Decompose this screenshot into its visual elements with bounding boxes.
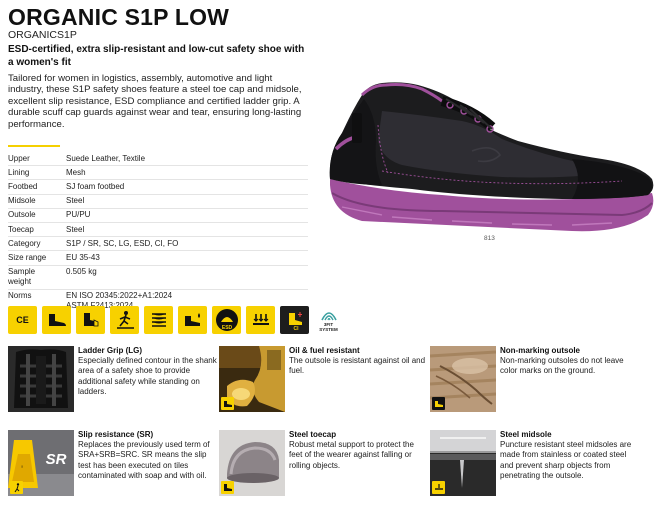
esd-label: ESD [221,325,232,331]
esd-icon [212,306,241,334]
image-caption: 813 [484,235,495,242]
spec-table [8,152,308,313]
norm-eu: EN ISO 20345:2022+A1:2024 [66,291,173,301]
boot-height-icon [42,306,71,334]
spec-value: 0.505 kg [66,265,308,289]
spec-label: Upper [8,152,66,166]
spec-label: Sample weight [8,265,66,289]
product-description: Tailored for women in logistics, assembly, automotive and light industry, these S1P safety shoes feature a steel toe cap and midsole, excellent slip resistance, ESD compliance and certified ladder grip. A durable scuff cap guards against wear and tear, ensuring long-lasting performance. [8,73,302,130]
toecap-icon [76,306,105,334]
spec-value: Mesh [66,166,308,180]
ce-mark-icon [8,306,37,334]
feature-body: Robust metal support to protect the feet of the wearer against falling or rolling objects. [289,440,414,470]
ladder-grip-image [8,346,74,412]
ci-label: CI [293,326,298,331]
ce-label: CE [16,315,29,325]
feature-title: Slip resistance (SR) [78,430,154,439]
shoe-illustration [322,55,664,245]
spec-label: Norms [8,291,32,301]
fit-system-label-1: 3FIT [323,322,334,327]
spec-value: Steel [66,194,308,208]
non-marking-image [430,346,496,412]
product-subtitle: ESD-certified, extra slip-resistant and low-cut safety shoe with a women's fit [8,44,305,68]
slip-resistance-icon [110,306,139,334]
spec-row [8,180,308,194]
product-image [322,55,664,245]
sr-image-label: SR [45,451,67,468]
spec-label: Toecap [8,222,66,236]
spec-value: Suede Leather, Textile [66,152,308,166]
feature-title: Non-marking outsole [500,346,581,355]
feature-body: Non-marking outsoles do not leave color marks on the ground. [500,356,624,376]
product-title: ORGANIC S1P LOW [8,4,230,30]
slip-resistance-image [8,430,74,496]
fit-system-icon [314,306,343,334]
spec-row [8,265,308,289]
feature-non-marking [430,346,645,418]
feature-body: Especially defined contour in the shank area of a safety shoe to provide additional safety while standing on ladders. [78,356,217,396]
spec-row [8,152,308,166]
feature-ladder-grip [8,346,223,418]
feature-title: Ladder Grip (LG) [78,346,142,355]
spec-row [8,237,308,251]
spec-row [8,222,308,236]
fit-system-label-2: SYSTEM [319,327,338,332]
penetration-resistant-icon [246,306,275,334]
cold-insulation-icon [280,306,309,334]
oil-fuel-image [219,346,285,412]
certification-icons [8,306,343,334]
spec-row [8,194,308,208]
spec-value: S1P / SR, SC, LG, ESD, CI, FO [66,237,308,251]
steel-midsole-image [430,430,496,496]
spec-value: SJ foam footbed [66,180,308,194]
non-marking-badge-icon [432,397,445,410]
feature-steel-midsole [430,430,645,502]
spec-label: Size range [8,251,66,265]
feature-body: Replaces the previously used term of SRA+SRB=SRC. SR means the slip test has been executed on tiles contaminated with soap and with oil. [78,440,210,480]
feature-oil-fuel [219,346,434,418]
steel-toecap-image [219,430,285,496]
svg-text:!: ! [21,464,23,469]
spec-label: Midsole [8,194,66,208]
feature-slip-resistance [8,430,223,502]
toecap-badge-icon [221,481,234,494]
spec-label: Outsole [8,208,66,222]
spec-value: Steel [66,222,308,236]
oil-resistant-sole-icon [178,306,207,334]
feature-title: Oil & fuel resistant [289,346,360,355]
spec-row [8,166,308,180]
feature-title: Steel midsole [500,430,552,439]
spec-label: Footbed [8,180,66,194]
feature-body: Puncture resistant steel midsoles are made from stainless or coated steel and prevent sharp objects from penetrating the outsole. [500,440,632,480]
spec-value: PU/PU [66,208,308,222]
spec-value: EU 35-43 [66,251,308,265]
spec-label: Category [8,237,66,251]
spec-row [8,208,308,222]
slip-badge-icon [10,481,23,494]
feature-body: The outsole is resistant against oil and fuel. [289,356,426,376]
feature-title: Steel toecap [289,430,337,439]
feature-steel-toecap [219,430,434,502]
product-code: ORGANICS1P [8,29,77,41]
oil-badge-icon [221,397,234,410]
midsole-badge-icon [432,481,445,494]
shock-absorbing-icon [144,306,173,334]
spec-label: Lining [8,166,66,180]
yellow-divider [8,145,60,147]
spec-row [8,251,308,265]
